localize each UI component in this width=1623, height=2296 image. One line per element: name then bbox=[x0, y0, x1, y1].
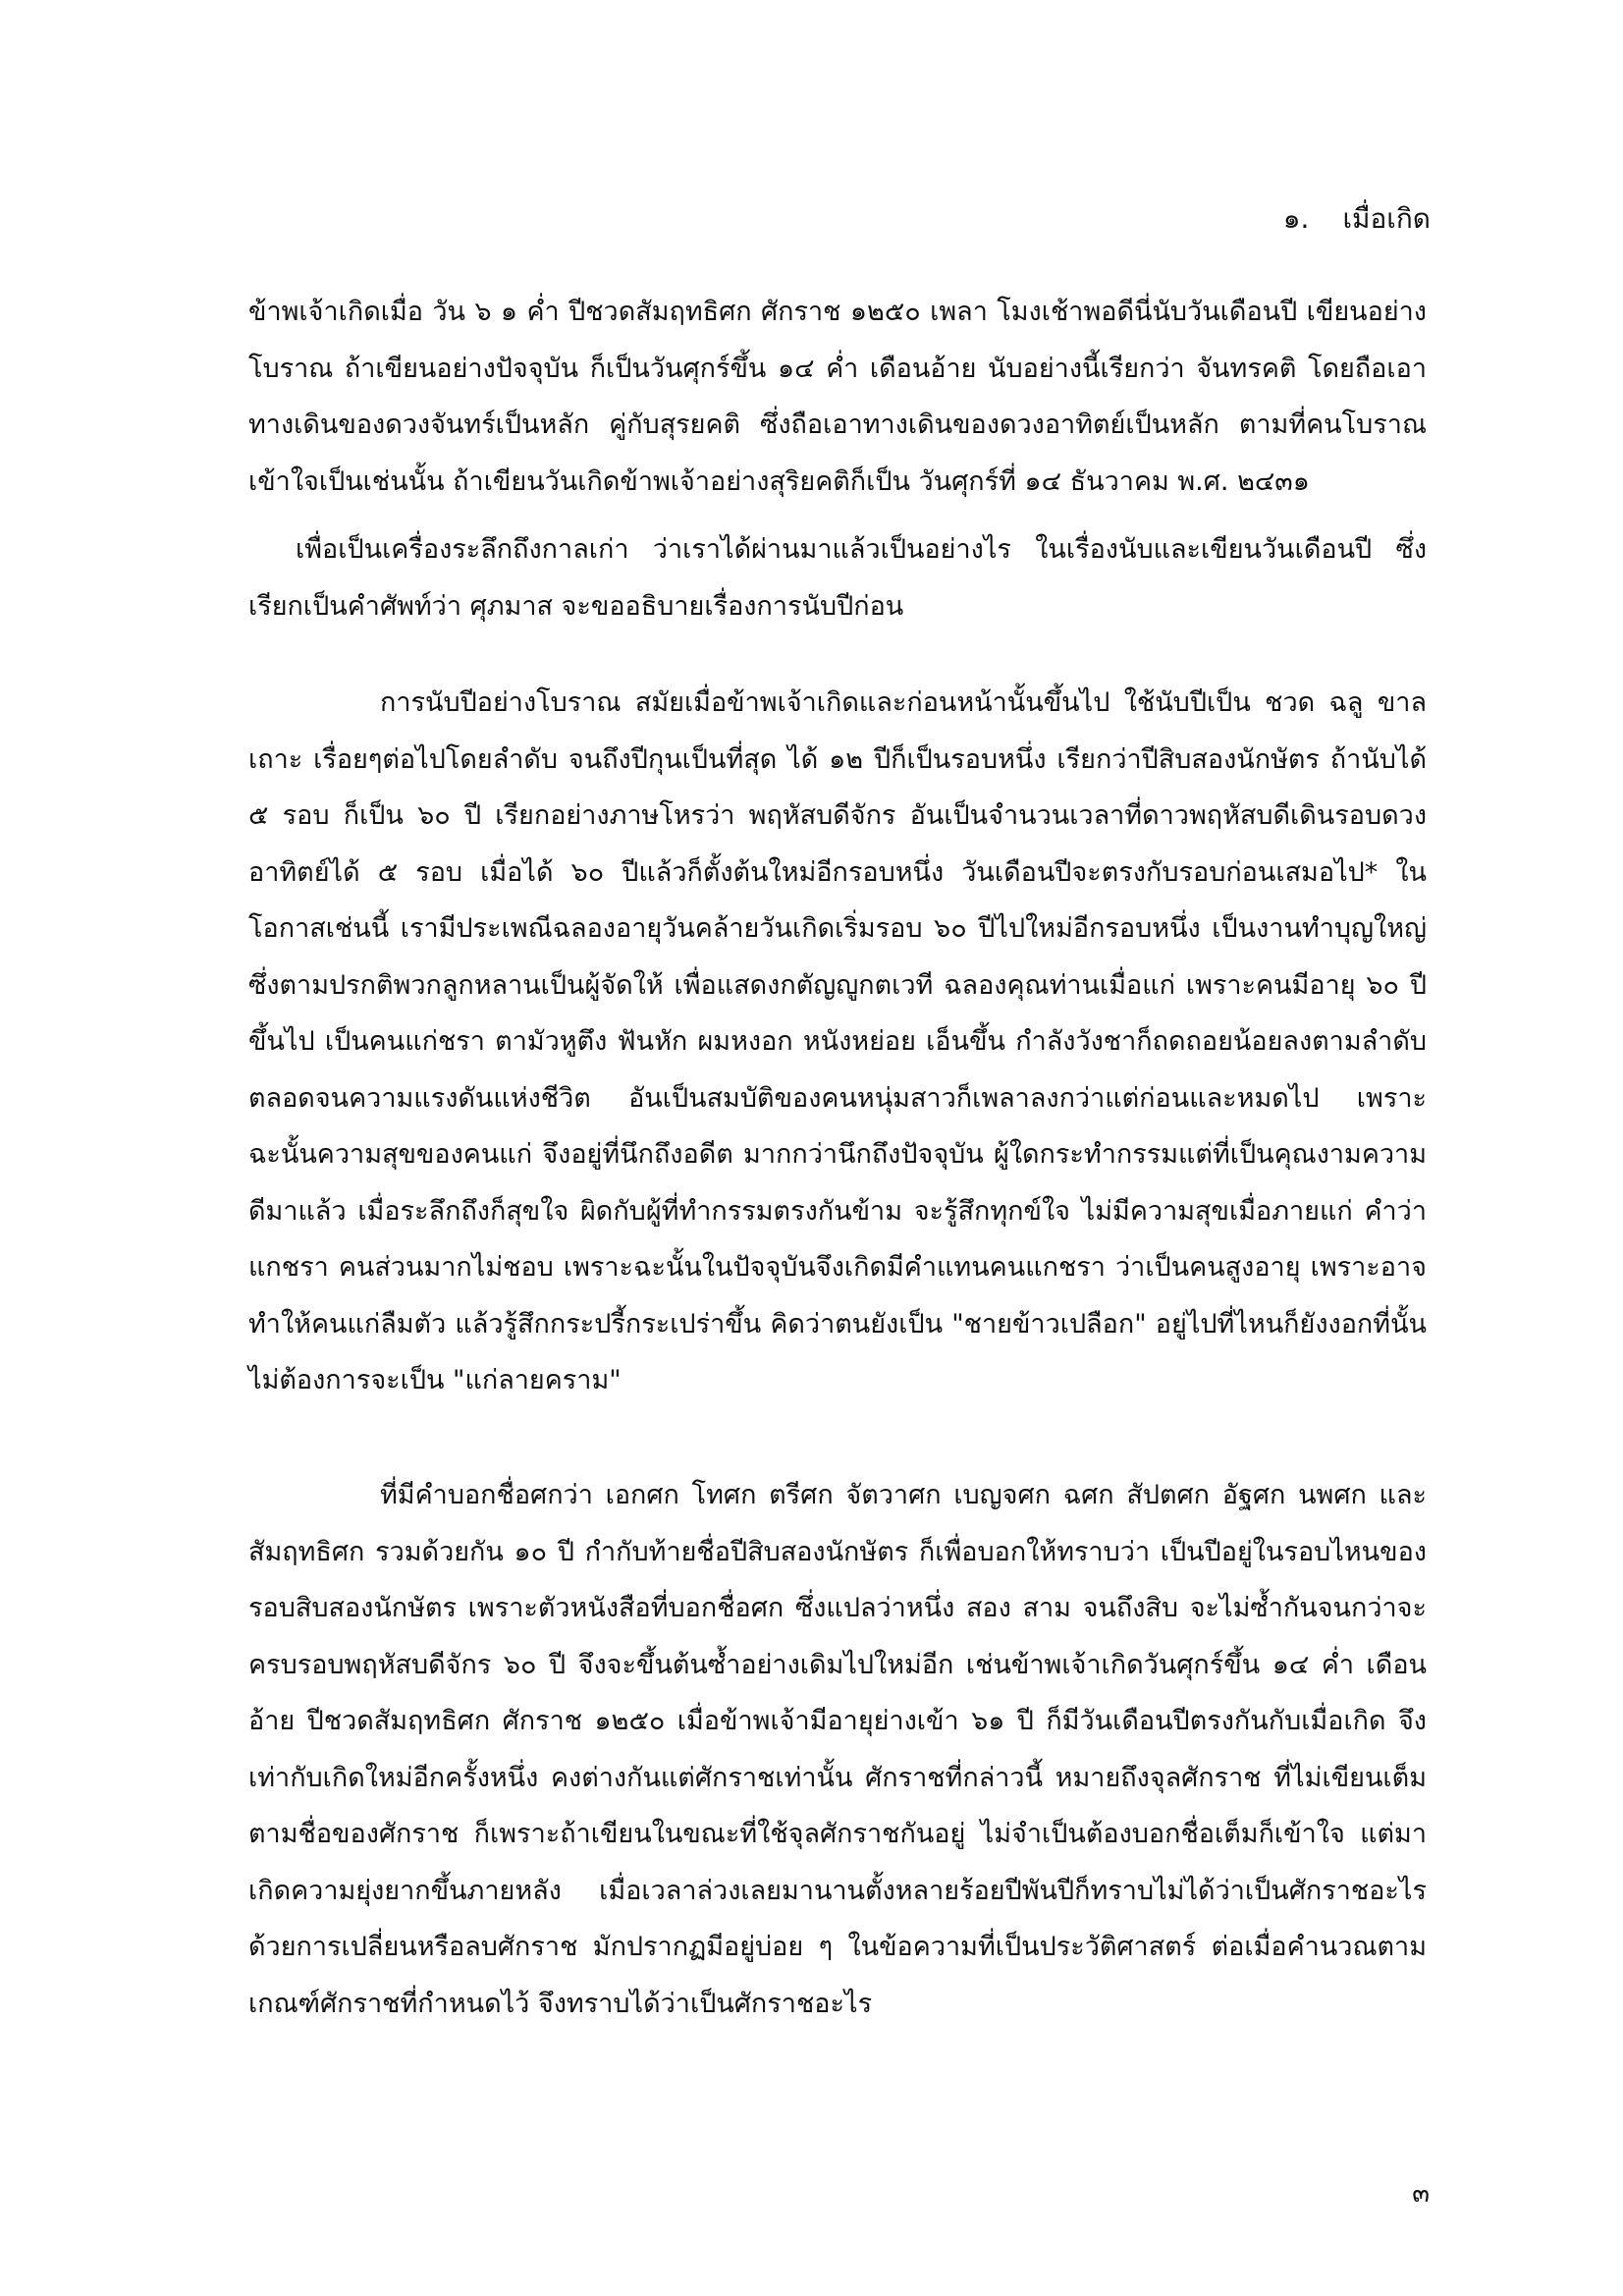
paragraph-intro-dating: เพื่อเป็นเครื่องระลึกถึงกาลเก่า ว่าเราได้ผ่านมาแล้วเป็นอย่างไร ในเรื่องนับและเขียนวันเดือนปี ซึ่งเรียกเป็นคำศัพท์ว่า ศุภมาส จะขออธิบายเรื่องการนับปีก่อน bbox=[248, 534, 1427, 622]
chapter-number: ๑. bbox=[1282, 202, 1310, 235]
page-number: ๓ bbox=[1412, 2179, 1430, 2209]
paragraph-era-names: ที่มีคำบอกชื่อศกว่า เอกศก โทศก ตรีศก จัตวาศก เบญจศก ฉศก สัปตศก อัฐศก นพศก และสัมฤทธิศก รวมด้วยกัน ๑๐ ปี กำกับท้ายชื่อปีสิบสองนักษัตร ก็เพื่อบอกให้ทราบว่า เป็นปีอยู่ในรอบไหนของรอบสิบสองนักษัตร เพราะตัวหนังสือที่บอกชื่อศก ซึ่งแปลว่าหนึ่ง สอง สาม จนถึงสิบ จะไม่ซ้ำกันจนกว่าจะครบรอบพฤหัสบดีจักร ๖๐ ปี จึงจะขึ้นต้นซ้ำอย่างเดิมไปใหม่อีก เช่นข้าพเจ้าเกิดวันศุกร์ขึ้น ๑๔ ค่ำ เดือนอ้าย ปีชวดสัมฤทธิศก ศักราช ๑๒๕๐ เมื่อข้าพเจ้ามีอายุย่างเข้า ๖๑ ปี ก็มีวันเดือนปีตรงกันกับเมื่อเกิด จึงเท่ากับเกิดใหม่อีกครั้งหนึ่ง คงต่างกันแต่ศักราชเท่านั้น ศักราชที่กล่าวนี้ หมายถึงจุลศักราช ที่ไม่เขียนเต็มตามชื่อของศักราช ก็เพราะถ้าเขียนในขณะที่ใช้จุลศักราชกันอยู่ ไม่จำเป็นต้องบอกชื่อเต็มก็เข้าใจ แต่มาเกิดความยุ่งยากขึ้นภายหลัง เมื่อเวลาล่วงเลยมานานตั้งหลายร้อยปีพันปีก็ทราบไม่ได้ว่าเป็นศักราชอะไร ด้วยการเปลี่ยนหรือลบศักราช มักปรากฏมีอยู่บ่อย ๆ ในข้อความที่เป็นประวัติศาสตร์ ต่อเมื่อคำนวณตามเกณฑ์ศักราชที่กำหนดไว้ จึงทราบได้ว่าเป็นศักราชอะไร bbox=[248, 1480, 1427, 2019]
chapter-title: เมื่อเกิด bbox=[1342, 202, 1431, 235]
paragraph-birth-date: ข้าพเจ้าเกิดเมื่อ วัน ๖ ๑ ค่ำ ปีชวดสัมฤทธิศก ศักราช ๑๒๕๐ เพลา โมงเช้าพอดีนี่นับวันเดือนปี เขียนอย่างโบราณ ถ้าเขียนอย่างปัจจุบัน ก็เป็นวันศุกร์ขึ้น ๑๔ ค่ำ เดือนอ้าย นับอย่างนี้เรียกว่า จันทรคติ โดยถือเอาทางเดินของดวงจันทร์เป็นหลัก คู่กับสุรยคติ ซึ่งถือเอาทางเดินของดวงอาทิตย์เป็นหลัก ตามที่คนโบราณเข้าใจเป็นเช่นนั้น ถ้าเขียนวันเกิดข้าพเจ้าอย่างสุริยคติก็เป็น วันศุกร์ที่ ๑๔ ธันวาคม พ.ศ. ๒๔๓๑ bbox=[248, 297, 1427, 497]
paragraph-year-counting: การนับปีอย่างโบราณ สมัยเมื่อข้าพเจ้าเกิดและก่อนหน้านั้นขึ้นไป ใช้นับปีเป็น ชวด ฉลู ขาล เถาะ เรื่อยๆต่อไปโดยลำดับ จนถึงปีกุนเป็นที่สุด ได้ ๑๒ ปีก็เป็นรอบหนึ่ง เรียกว่าปีสิบสองนักษัตร ถ้านับได้ ๕ รอบ ก็เป็น ๖๐ ปี เรียกอย่างภาษโหรว่า พฤหัสบดีจักร อันเป็นจำนวนเวลาที่ดาวพฤหัสบดีเดินรอบดวงอาทิตย์ได้ ๕ รอบ เมื่อได้ ๖๐ ปีแล้วก็ตั้งต้นใหม่อีกรอบหนึ่ง วันเดือนปีจะตรงกับรอบก่อนเสมอไป* ในโอกาสเช่นนี้ เรามีประเพณีฉลองอายุวันคล้ายวันเกิดเริ่มรอบ ๖๐ ปีไปใหม่อีกรอบหนึ่ง เป็นงานทำบุญใหญ่ ซึ่งตามปรกติพวกลูกหลานเป็นผู้จัดให้ เพื่อแสดงกตัญญูกตเวที ฉลองคุณท่านเมื่อแก่ เพราะคนมีอายุ ๖๐ ปีขึ้นไป เป็นคนแก่ชรา ตามัวหูตึง ฟันหัก ผมหงอก หนังหย่อย เอ็นขึ้น กำลังวังชาก็ถดถอยน้อยลงตามลำดับ ตลอดจนความแรงดันแห่งชีวิต อันเป็นสมบัติของคนหนุ่มสาวก็เพลาลงกว่าแต่ก่อนและหมดไป เพราะฉะนั้นความสุขของคนแก่ จึงอยู่ที่นึกถึงอดีต มากกว่านึกถึงปัจจุบัน ผู้ใดกระทำกรรมแต่ที่เป็นคุณงามความดีมาแล้ว เมื่อระลึกถึงก็สุขใจ ผิดกับผู้ที่ทำกรรมตรงกันข้าม จะรู้สึกทุกข์ใจ ไม่มีความสุขเมื่อภายแก่ คำว่า แกชรา คนส่วนมากไม่ชอบ เพราะฉะนั้นในปัจจุบันจึงเกิดมีคำแทนคนแกชรา ว่าเป็นคนสูงอายุ เพราะอาจทำให้คนแก่ลืมตัว แล้วรู้สึกกระปรี้กระเปร่าขึ้น คิดว่าตนยังเป็น "ชายข้าวเปลือก" อยู่ไปที่ไหนก็ยังงอกที่นั้น ไม่ต้องการจะเป็น "แก่ลายคราม" bbox=[248, 687, 1427, 1395]
chapter-heading bbox=[1283, 199, 1431, 239]
